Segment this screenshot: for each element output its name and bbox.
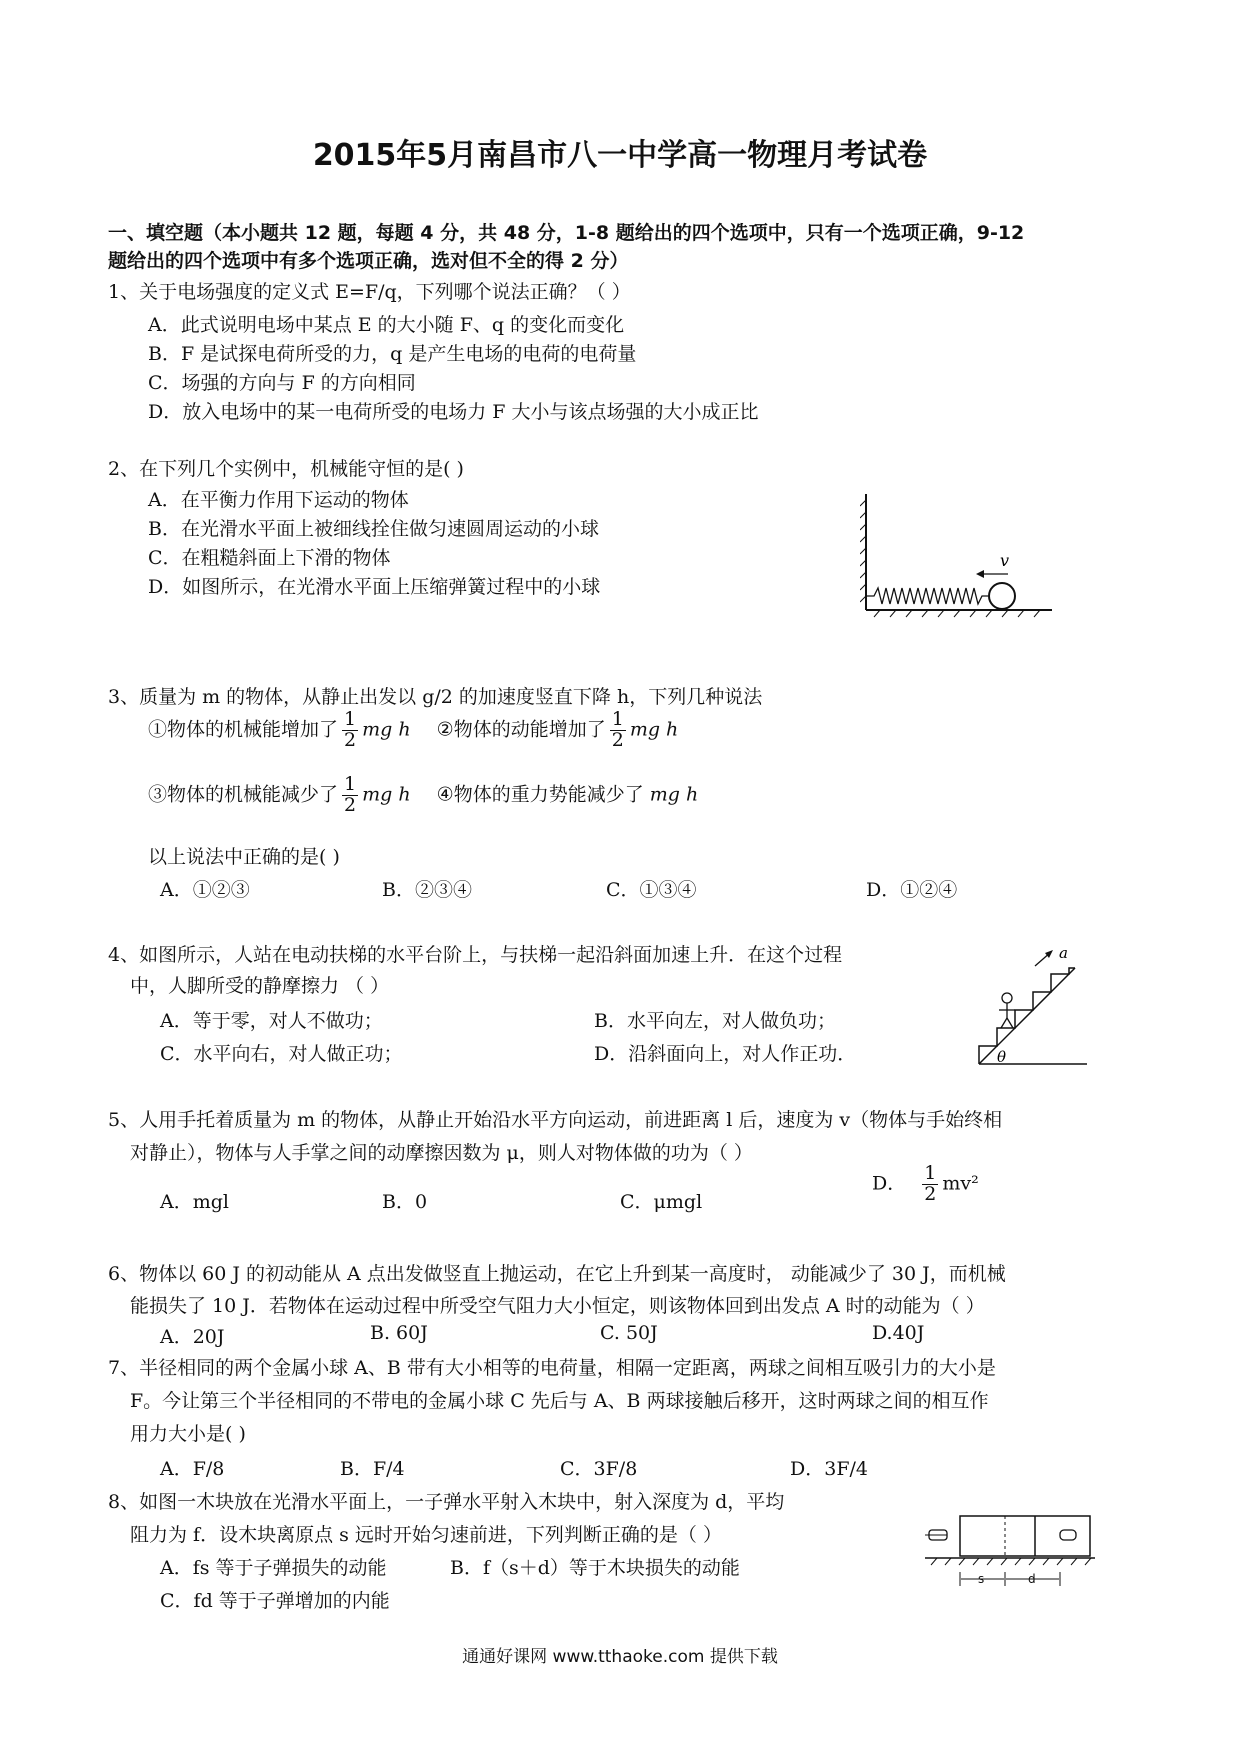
fraction-one-half: $\frac{1}{2}$ xyxy=(924,1162,937,1205)
q8-option-a: A．fs 等于子弹损失的动能 xyxy=(160,1557,387,1579)
q1-option-c: C．场强的方向与 F 的方向相同 xyxy=(148,372,416,394)
q4-fig-theta-label: θ xyxy=(997,1048,1007,1066)
bullet-block-figure xyxy=(925,1508,1095,1592)
q8-fig-s-label: s xyxy=(978,1572,985,1586)
q2-option-a: A．在平衡力作用下运动的物体 xyxy=(148,489,409,511)
q6-option-d: D.40J xyxy=(872,1322,925,1344)
q3-option-b: B．②③④ xyxy=(382,879,472,901)
q3-statement-3-4 xyxy=(148,775,698,816)
q7-option-b: B．F/4 xyxy=(340,1458,405,1480)
q7-option-a: A．F/8 xyxy=(160,1458,225,1480)
fraction-one-half: $\frac{1}{2}$ xyxy=(344,773,357,816)
q8-fig-d-label: d xyxy=(1028,1572,1036,1586)
q7-stem-line2: F。今让第三个半径相同的不带电的金属小球 C 先后与 A、B 两球接触后移开，这时两球之间的相互作 xyxy=(130,1390,989,1412)
q4-stem-line2: 中，人脚所受的静摩擦力 （ ） xyxy=(130,975,390,997)
q4-option-a: A．等于零，对人不做功； xyxy=(160,1010,383,1032)
q4-option-c: C．水平向右，对人做正功； xyxy=(160,1043,403,1065)
q1-option-d: D．放入电场中的某一电荷所受的电场力 F 大小与该点场强的大小成正比 xyxy=(148,401,759,423)
q6-option-c: C. 50J xyxy=(600,1322,658,1344)
section-heading-line2: 题给出的四个选项中有多个选项正确，选对但不全的得 2 分） xyxy=(108,250,629,272)
mgh: mg h xyxy=(362,783,411,806)
mgh: mg h xyxy=(362,718,411,741)
q3-s3: ③物体的机械能减少了 xyxy=(148,783,339,806)
q4-fig-a-label: a xyxy=(1059,946,1068,962)
q1-option-b: B．F 是试探电荷所受的力，q 是产生电场的电荷的电荷量 xyxy=(148,343,637,365)
mgh: mg h xyxy=(649,783,699,806)
fraction-one-half: $\frac{1}{2}$ xyxy=(344,708,357,751)
q3-option-d: D．①②④ xyxy=(866,879,958,901)
q3-option-c: C．①③④ xyxy=(606,879,697,901)
fraction-one-half: $\frac{1}{2}$ xyxy=(611,708,624,751)
q2-option-c: C．在粗糙斜面上下滑的物体 xyxy=(148,547,391,569)
q2-stem: 2、在下列几个实例中，机械能守恒的是( ) xyxy=(108,458,464,480)
q6-option-b: B. 60J xyxy=(370,1322,428,1344)
q7-option-c: C．3F/8 xyxy=(560,1458,638,1480)
q5-option-a: A．mgl xyxy=(160,1191,229,1213)
q5-option-d: D． $\frac{1}{2}$ mv² xyxy=(872,1162,979,1205)
q3-s4: ④物体的重力势能减少了 xyxy=(436,783,644,806)
q3-ask: 以上说法中正确的是( ) xyxy=(148,846,340,868)
q8-option-c: C．fd 等于子弹增加的内能 xyxy=(160,1590,390,1612)
q3-stem: 3、质量为 m 的物体，从静止出发以 g/2 的加速度竖直下降 h，下列几种说法 xyxy=(108,686,763,708)
q1-option-a: A．此式说明电场中某点 E 的大小随 F、q 的变化而变化 xyxy=(148,314,625,336)
q5-option-b: B．0 xyxy=(382,1191,428,1213)
q6-stem-line1: 6、物体以 60 J 的初动能从 A 点出发做竖直上抛运动，在它上升到某一高度时， 动能减少了 30 J，而机械 xyxy=(108,1263,1006,1285)
q4-option-b: B．水平向左，对人做负功； xyxy=(594,1010,836,1032)
q3-statement-1-2 xyxy=(148,710,678,751)
section-heading-line1: 一、填空题（本小题共 12 题，每题 4 分，共 48 分，1-8 题给出的四个选项中，只有一个选项正确，9-12 xyxy=(108,222,1025,244)
q4-stem-line1: 4、如图所示，人站在电动扶梯的水平台阶上，与扶梯一起沿斜面加速上升．在这个过程 xyxy=(108,944,843,966)
q7-stem-line1: 7、半径相同的两个金属小球 A、B 带有大小相等的电荷量，相隔一定距离，两球之间相互吸引力的大小是 xyxy=(108,1357,996,1379)
spring-ball-figure xyxy=(860,490,1060,620)
mgh: mg h xyxy=(629,718,679,741)
q8-option-b: B．f（s＋d）等于木块损失的动能 xyxy=(450,1557,740,1579)
q2-fig-v-label: v xyxy=(1000,551,1010,570)
q8-stem-line2: 阻力为 f．设木块离原点 s 远时开始匀速前进，下列判断正确的是（ ） xyxy=(130,1524,722,1546)
footer-source: 通通好课网 www.tthaoke.com 提供下载 xyxy=(462,1647,778,1667)
q5-stem-line1: 5、人用手托着质量为 m 的物体，从静止开始沿水平方向运动，前进距离 l 后，速度为 v（物体与手始终相 xyxy=(108,1109,1003,1131)
q7-stem-line3: 用力大小是( ) xyxy=(130,1423,246,1445)
q7-option-d: D．3F/4 xyxy=(790,1458,868,1480)
q8-stem-line1: 8、如图一木块放在光滑水平面上，一子弹水平射入木块中，射入深度为 d，平均 xyxy=(108,1491,785,1513)
q3-s2: ②物体的动能增加了 xyxy=(436,718,606,741)
q5-stem-line2: 对静止），物体与人手掌之间的动摩擦因数为 μ，则人对物体做的功为（ ） xyxy=(130,1142,753,1164)
escalator-figure xyxy=(975,946,1095,1070)
q6-option-a: A．20J xyxy=(160,1326,225,1348)
q2-option-b: B．在光滑水平面上被细线拴住做匀速圆周运动的小球 xyxy=(148,518,599,540)
q1-stem: 1、关于电场强度的定义式 E=F/q，下列哪个说法正确？（ ） xyxy=(108,281,631,303)
q3-s1: ①物体的机械能增加了 xyxy=(148,718,339,741)
page-title: 2015年5月南昌市八一中学高一物理月考试卷 xyxy=(312,138,928,173)
q4-option-d: D．沿斜面向上，对人作正功． xyxy=(594,1043,857,1065)
q6-stem-line2: 能损失了 10 J．若物体在运动过程中所受空气阻力大小恒定，则该物体回到出发点 A 时的动能为（ ） xyxy=(130,1295,985,1317)
q2-option-d: D．如图所示，在光滑水平面上压缩弹簧过程中的小球 xyxy=(148,576,601,598)
q3-option-a: A．①②③ xyxy=(160,879,250,901)
q5-option-c: C．μmgl xyxy=(620,1191,703,1213)
